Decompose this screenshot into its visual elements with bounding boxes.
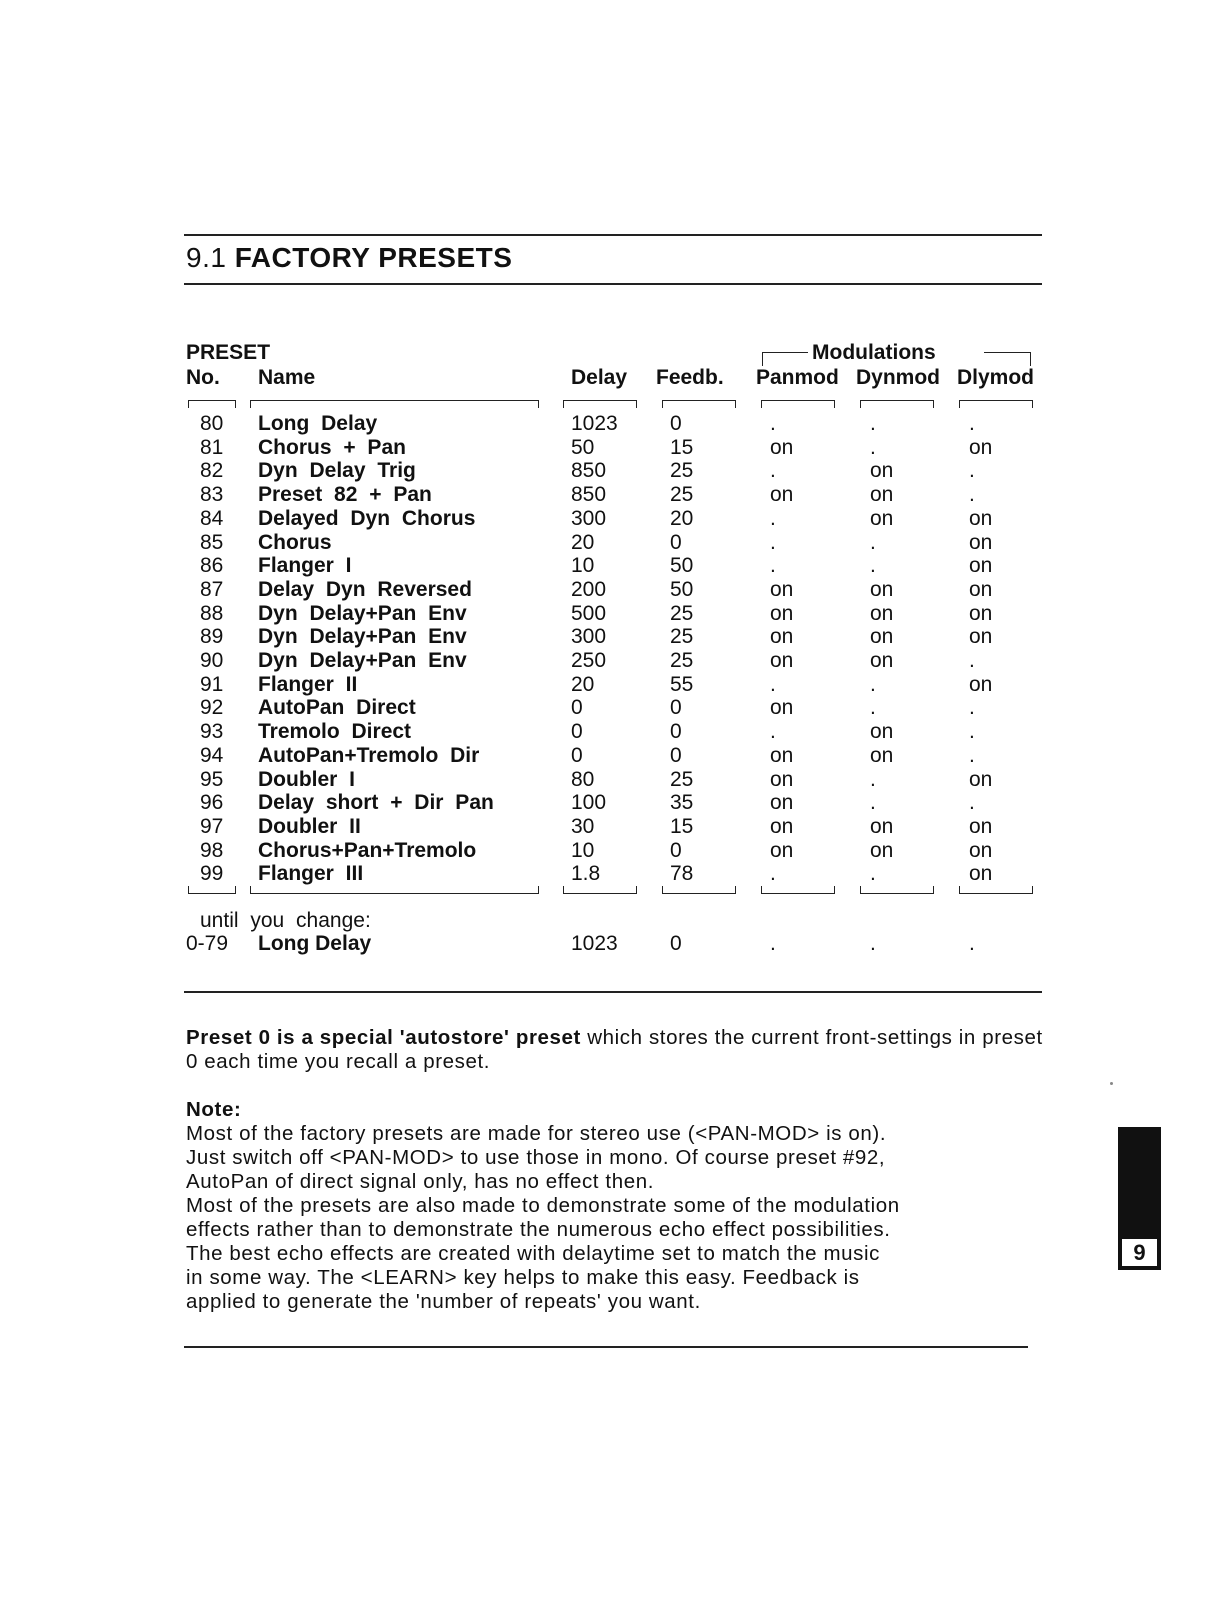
preset-dynmod: on: [870, 743, 894, 767]
bracket-bottom-feedback: [662, 886, 736, 894]
preset-delay: 30: [571, 814, 595, 838]
preset-dynmod: on: [870, 625, 894, 649]
note-line-8: applied to generate the 'number of repeats' you want.: [186, 1290, 701, 1313]
preset-panmod: on: [770, 743, 794, 767]
preset-feedback: 15: [670, 435, 694, 459]
preset-dynmod: .: [870, 862, 876, 886]
bracket-top-feedback: [662, 400, 736, 408]
preset-name: Flanger III: [258, 862, 364, 886]
preset-delay: 10: [571, 554, 595, 578]
preset-dlymod: on: [969, 672, 993, 696]
preset-no: 81: [200, 435, 224, 459]
col-header-feedback: Feedb.: [656, 366, 724, 389]
preset-dlymod: .: [969, 483, 975, 507]
preset-dynmod: .: [870, 530, 876, 554]
preset-label: PRESET: [186, 341, 271, 364]
preset-name: Dyn Delay Trig: [258, 459, 416, 483]
preset-dlymod: .: [969, 649, 975, 672]
preset-dynmod: .: [870, 412, 876, 435]
preset-feedback: 0: [670, 412, 682, 435]
preset-delay: 80: [571, 767, 595, 791]
preset-dlymod: on: [969, 506, 993, 530]
preset-panmod: .: [770, 720, 776, 744]
preset-panmod: .: [770, 862, 776, 886]
preset-delay: 50: [571, 435, 595, 459]
preset-dlymod: on: [969, 554, 993, 578]
preset-dlymod: on: [969, 862, 993, 886]
note-section: [186, 1098, 1046, 1314]
preset-no: 98: [200, 838, 224, 862]
default-panmod: .: [770, 932, 776, 955]
preset-name: Dyn Delay+Pan Env: [258, 649, 467, 672]
preset-dynmod: on: [870, 814, 894, 838]
preset-no: 96: [200, 791, 224, 815]
preset-no: 90: [200, 649, 224, 672]
autostore-paragraph: [186, 1026, 1046, 1074]
preset-panmod: .: [770, 554, 776, 578]
preset-name: Dyn Delay+Pan Env: [258, 601, 467, 625]
section-title-text: FACTORY PRESETS: [234, 242, 513, 273]
preset-feedback: 0: [670, 743, 682, 767]
col-header-delay: Delay: [571, 366, 628, 389]
preset-dlymod: on: [969, 601, 993, 625]
preset-name: Delay Dyn Reversed: [258, 577, 472, 601]
preset-no: 88: [200, 601, 224, 625]
bracket-bottom-delay: [563, 886, 637, 894]
preset-feedback: 35: [670, 791, 694, 815]
bracket-top-panmod: [761, 400, 835, 408]
col-header-panmod: Panmod: [756, 366, 839, 389]
preset-no: 92: [200, 696, 224, 720]
bracket-bottom-dlymod: [959, 886, 1033, 894]
bracket-top-delay: [563, 400, 637, 408]
preset-feedback: 0: [670, 720, 682, 744]
preset-delay: 300: [571, 506, 607, 530]
preset-feedback: 50: [670, 554, 694, 578]
preset-panmod: on: [770, 601, 794, 625]
modulations-label: Modulations: [812, 341, 936, 364]
preset-panmod: on: [770, 649, 794, 672]
default-delay: 1023: [571, 932, 618, 955]
col-header-dynmod: Dynmod: [856, 366, 940, 389]
preset-panmod: on: [770, 483, 794, 507]
preset-delay: 0: [571, 696, 583, 720]
preset-dlymod: on: [969, 814, 993, 838]
preset-panmod: .: [770, 412, 776, 435]
bracket-top-dynmod: [860, 400, 934, 408]
preset-name: AutoPan Direct: [258, 696, 416, 720]
preset-delay: 250: [571, 649, 607, 672]
preset-name: Doubler II: [258, 814, 361, 838]
preset-panmod: on: [770, 814, 794, 838]
preset-dynmod: on: [870, 601, 894, 625]
preset-name: Chorus: [258, 530, 332, 554]
bracket-bottom-no: [188, 886, 236, 894]
preset-no: 86: [200, 554, 224, 578]
preset-dlymod: .: [969, 696, 975, 720]
preset-feedback: 0: [670, 530, 682, 554]
preset-dlymod: .: [969, 412, 975, 435]
preset-no: 95: [200, 767, 224, 791]
preset-panmod: .: [770, 672, 776, 696]
preset-name: Chorus + Pan: [258, 435, 406, 459]
bracket-top-no: [188, 400, 236, 408]
preset-feedback: 20: [670, 506, 694, 530]
preset-feedback: 25: [670, 625, 694, 649]
preset-dynmod: .: [870, 696, 876, 720]
preset-delay: 1023: [571, 412, 618, 435]
preset-dlymod: .: [969, 459, 975, 483]
bracket-bottom-dynmod: [860, 886, 934, 894]
preset-no: 94: [200, 743, 224, 767]
preset-name: Tremolo Direct: [258, 720, 412, 744]
preset-dlymod: .: [969, 791, 975, 815]
preset-feedback: 25: [670, 459, 694, 483]
preset-delay: 850: [571, 459, 607, 483]
preset-panmod: on: [770, 577, 794, 601]
preset-panmod: on: [770, 791, 794, 815]
preset-name: AutoPan+Tremolo Dir: [258, 743, 480, 767]
preset-dlymod: on: [969, 530, 993, 554]
preset-no: 83: [200, 483, 224, 507]
preset-no: 97: [200, 814, 224, 838]
preset-feedback: 0: [670, 696, 682, 720]
preset-feedback: 25: [670, 601, 694, 625]
preset-panmod: on: [770, 838, 794, 862]
preset-feedback: 55: [670, 672, 694, 696]
preset-delay: 0: [571, 720, 583, 744]
heading-rule-bottom: [184, 283, 1042, 285]
preset-no: 82: [200, 459, 224, 483]
preset-no: 93: [200, 720, 224, 744]
default-name: Long Delay: [258, 932, 372, 955]
preset-feedback: 78: [670, 862, 694, 886]
preset-dynmod: on: [870, 506, 894, 530]
preset-dynmod: on: [870, 649, 894, 672]
preset-delay: 1.8: [571, 862, 601, 886]
preset-no: 89: [200, 625, 224, 649]
heading-rule-top: [184, 234, 1042, 236]
preset-dynmod: .: [870, 554, 876, 578]
preset-name: Flanger II: [258, 672, 358, 696]
bracket-top-name: [250, 400, 539, 408]
preset-panmod: on: [770, 435, 794, 459]
preset-name: Chorus+Pan+Tremolo: [258, 838, 477, 862]
table-rule-bottom: [184, 991, 1042, 993]
preset-name: Delay short + Dir Pan: [258, 791, 494, 815]
preset-delay: 500: [571, 601, 607, 625]
preset-name: Dyn Delay+Pan Env: [258, 625, 467, 649]
section-number: 9.1: [186, 242, 227, 273]
autostore-rest: which stores the current front-settings in preset 0 each time you recall a preset.: [186, 1026, 1043, 1073]
bracket-top-dlymod: [959, 400, 1033, 408]
preset-delay: 850: [571, 483, 607, 507]
preset-dlymod: on: [969, 435, 993, 459]
preset-panmod: on: [770, 625, 794, 649]
default-feedback: 0: [670, 932, 682, 955]
preset-delay: 20: [571, 672, 595, 696]
col-header-name: Name: [258, 366, 316, 389]
preset-dynmod: .: [870, 435, 876, 459]
default-dlymod: .: [969, 932, 975, 955]
page-rule-bottom: [184, 1346, 1028, 1348]
note-label: Note:: [186, 1098, 242, 1121]
preset-feedback: 25: [670, 483, 694, 507]
preset-dlymod: on: [969, 838, 993, 862]
preset-dynmod: on: [870, 577, 894, 601]
col-header-dlymod: Dlymod: [957, 366, 1035, 389]
preset-delay: 20: [571, 530, 595, 554]
autostore-bold: Preset 0 is a special 'autostore' preset: [186, 1026, 581, 1049]
preset-delay: 0: [571, 743, 583, 767]
preset-no: 84: [200, 506, 224, 530]
until-label: until you change:: [200, 909, 371, 932]
preset-name: Long Delay: [258, 412, 378, 435]
preset-dlymod: on: [969, 577, 993, 601]
note-line-7: in some way. The <LEARN> key helps to make this easy. Feedback is: [186, 1266, 860, 1289]
note-line-5: effects rather than to demonstrate the numerous echo effect possibilities.: [186, 1218, 891, 1241]
default-no: 0-79: [186, 932, 229, 955]
scan-speck: [1110, 1082, 1113, 1085]
bracket-bottom-panmod: [761, 886, 835, 894]
preset-feedback: 25: [670, 767, 694, 791]
preset-name: Doubler I: [258, 767, 356, 791]
preset-name: Delayed Dyn Chorus: [258, 506, 476, 530]
note-line-3: AutoPan of direct signal only, has no effect then.: [186, 1170, 654, 1193]
note-line-2: Just switch off <PAN-MOD> to use those in mono. Of course preset #92,: [186, 1146, 886, 1169]
preset-feedback: 15: [670, 814, 694, 838]
preset-dlymod: .: [969, 720, 975, 744]
default-dynmod: .: [870, 932, 876, 955]
preset-no: 99: [200, 862, 224, 886]
note-line-4: Most of the presets are also made to demonstrate some of the modulation: [186, 1194, 900, 1217]
chapter-tab: [1118, 1127, 1161, 1270]
preset-name: Flanger I: [258, 554, 352, 578]
bracket-bottom-name: [250, 886, 539, 894]
note-line-1: Most of the factory presets are made for stereo use (<PAN-MOD> is on).: [186, 1122, 887, 1145]
preset-panmod: .: [770, 459, 776, 483]
preset-delay: 200: [571, 577, 607, 601]
preset-feedback: 25: [670, 649, 694, 672]
preset-dynmod: on: [870, 459, 894, 483]
preset-no: 87: [200, 577, 224, 601]
preset-name: Preset 82 + Pan: [258, 483, 432, 507]
preset-panmod: .: [770, 506, 776, 530]
preset-delay: 300: [571, 625, 607, 649]
preset-dynmod: on: [870, 483, 894, 507]
note-line-6: The best echo effects are created with delaytime set to match the music: [186, 1242, 880, 1265]
preset-delay: 100: [571, 791, 607, 815]
preset-feedback: 50: [670, 577, 694, 601]
chapter-tab-number: 9: [1121, 1238, 1158, 1267]
preset-panmod: on: [770, 696, 794, 720]
section-title: [186, 242, 512, 274]
preset-dlymod: on: [969, 767, 993, 791]
preset-dynmod: .: [870, 791, 876, 815]
preset-dynmod: .: [870, 672, 876, 696]
preset-dlymod: on: [969, 625, 993, 649]
preset-no: 91: [200, 672, 224, 696]
preset-dynmod: .: [870, 767, 876, 791]
col-header-no: No.: [186, 366, 220, 389]
preset-no: 80: [200, 412, 224, 435]
preset-delay: 10: [571, 838, 595, 862]
preset-dlymod: .: [969, 743, 975, 767]
preset-dynmod: on: [870, 838, 894, 862]
preset-panmod: on: [770, 767, 794, 791]
preset-feedback: 0: [670, 838, 682, 862]
preset-panmod: .: [770, 530, 776, 554]
preset-dynmod: on: [870, 720, 894, 744]
preset-no: 85: [200, 530, 224, 554]
